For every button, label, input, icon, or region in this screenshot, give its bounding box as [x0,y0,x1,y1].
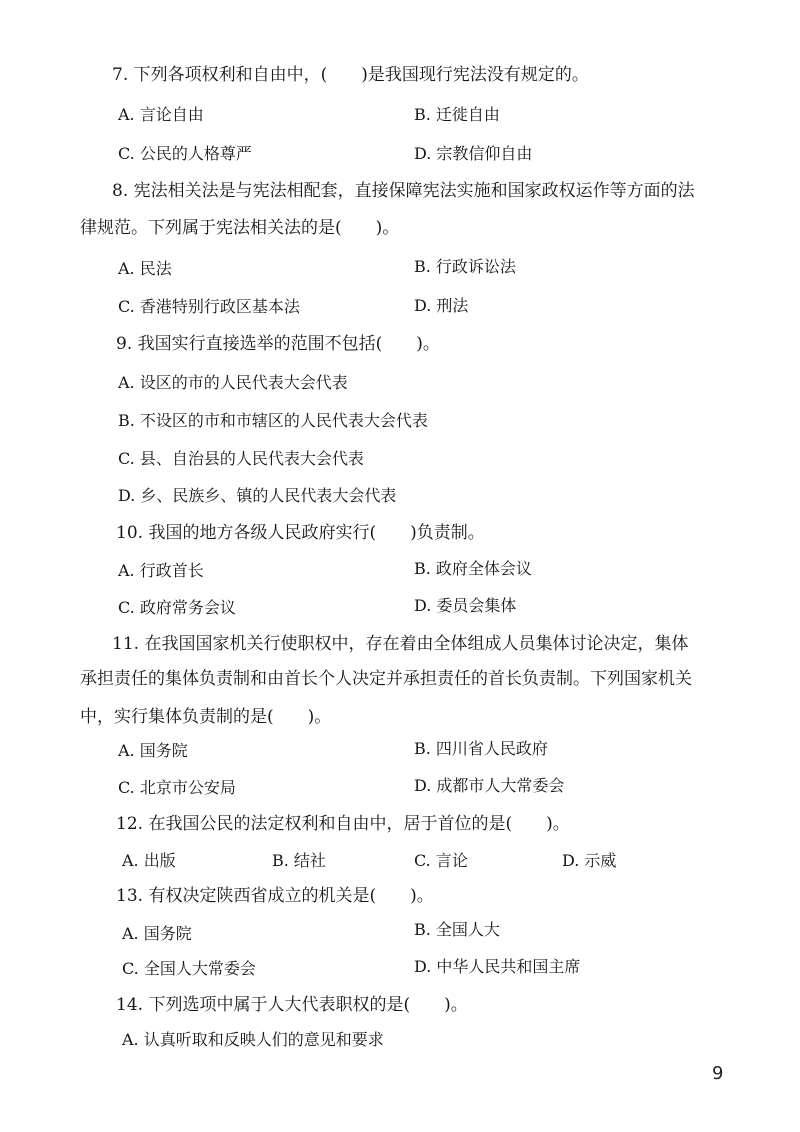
q11-stem-line2: 承担责任的集体负责制和由首长个人决定并承担责任的首长负责制。下列国家机关 [80,669,692,689]
q8-option-d: D. 刑法 [414,296,469,315]
q13-option-a: A. 国务院 [122,924,192,943]
q12-option-c: C. 言论 [414,851,468,870]
q8-stem-line2: 律规范。下列属于宪法相关法的是( )。 [80,218,400,238]
q11-option-a: A. 国务院 [118,741,188,760]
q11-stem-line1: 11. 在我国国家机关行使职权中，存在着由全体组成人员集体讨论决定，集体 [112,634,689,654]
q12-stem: 12. 在我国公民的法定权利和自由中，居于首位的是( )。 [116,814,570,834]
q10-option-d: D. 委员会集体 [414,596,517,615]
q7-option-b: B. 迁徙自由 [414,105,500,124]
q12-option-a: A. 出版 [122,851,176,870]
q11-option-c: C. 北京市公安局 [118,778,236,797]
q13-stem: 13. 有权决定陕西省成立的机关是( )。 [116,886,434,906]
q8-stem-line1: 8. 宪法相关法是与宪法相配套，直接保障宪法实施和国家政权运作等方面的法 [112,181,695,201]
q14-option-a: A. 认真听取和反映人们的意见和要求 [122,1030,384,1049]
q11-stem-line3: 中，实行集体负责制的是( )。 [80,707,332,727]
q9-option-a: A. 设区的市的人民代表大会代表 [118,373,348,392]
q12-option-d: D. 示威 [562,851,617,870]
q10-option-a: A. 行政首长 [118,561,204,580]
q9-option-c: C. 县、自治县的人民代表大会代表 [118,449,364,468]
q12-option-b: B. 结社 [272,851,326,870]
q13-option-c: C. 全国人大常委会 [122,959,256,978]
q8-option-b: B. 行政诉讼法 [414,257,516,276]
q9-option-b: B. 不设区的市和市辖区的人民代表大会代表 [118,411,428,430]
q7-option-a: A. 言论自由 [118,105,204,124]
q9-option-d: D. 乡、民族乡、镇的人民代表大会代表 [118,486,397,505]
q7-stem: 7. 下列各项权利和自由中，( )是我国现行宪法没有规定的。 [112,65,589,85]
q10-option-b: B. 政府全体会议 [414,559,532,578]
q13-option-b: B. 全国人大 [414,920,500,939]
q7-option-c: C. 公民的人格尊严 [118,144,252,163]
q11-option-d: D. 成都市人大常委会 [414,776,565,795]
page-number: 9 [712,1063,724,1084]
q7-option-d: D. 宗教信仰自由 [414,144,533,163]
q9-stem: 9. 我国实行直接选举的范围不包括( )。 [116,334,440,354]
q14-stem: 14. 下列选项中属于人大代表职权的是( )。 [116,995,468,1015]
q13-option-d: D. 中华人民共和国主席 [414,957,581,976]
q8-option-a: A. 民法 [118,259,172,278]
q10-option-c: C. 政府常务会议 [118,598,236,617]
q11-option-b: B. 四川省人民政府 [414,739,548,758]
q8-option-c: C. 香港特别行政区基本法 [118,297,300,316]
q10-stem: 10. 我国的地方各级人民政府实行( )负责制。 [116,523,485,543]
